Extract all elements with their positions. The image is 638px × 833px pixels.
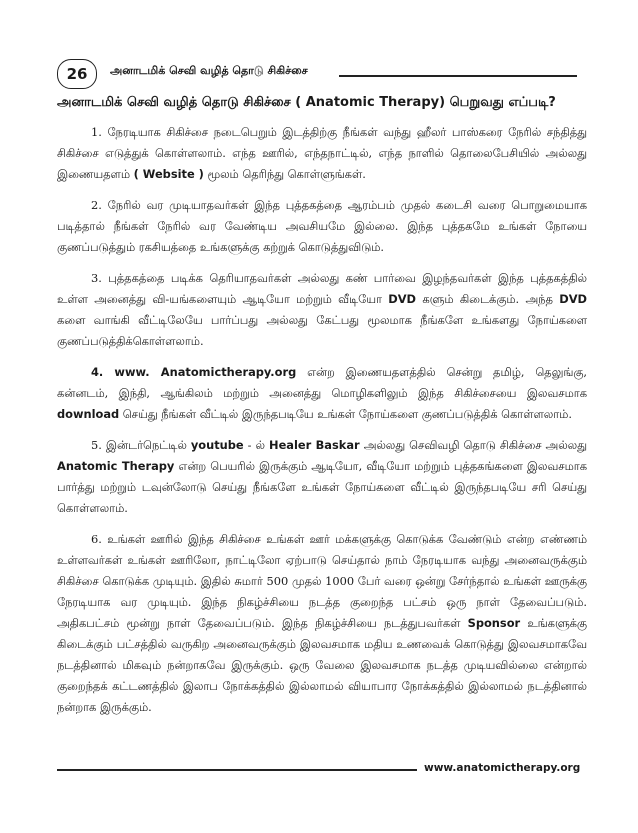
bold-term: download [57,407,120,421]
text-run: உங்களுக்கு கிடைக்கும் பட்சத்தில் வருகிற அனைவருக்கும் இலவசமாக மதிய உணவைக் கொடுத்து இலவசமாகவே நடத்தினால் மிகவும் நன்றாகவே இருக்கும். ஒரு வேலை இலவசமாக நடத்த முடியவில்லை என்றால் குறைந்தக் கட்டணத்தில் இலாப நோக்கத்தில் இல்லாமல் வியாபார நோக்கத்தில் இல்லாமல் நடத்தினால் நன்றாக இருக்கும். [57,616,587,714]
bold-term: Sponsor [467,616,521,630]
body-text [57,122,587,728]
text-run: என்ற இணையதளத்தில் சென்று தமிழ், தெலுங்கு, கன்னடம், இந்தி, ஆங்கிலம் மற்றும் அனைத்து மொழிகளிலும் இந்த சிகிச்சையை இலவசமாக [57,365,587,400]
bold-term: Healer Baskar [269,438,360,452]
text-run: 5. இன்டர்நெட்டில் [91,438,191,452]
paragraph-5 [57,435,587,519]
bold-term: youtube [190,438,244,452]
bold-term: ( Website ) [133,167,204,181]
bold-term: DVD [559,292,587,306]
paragraph-4 [57,362,587,425]
paragraph-3 [57,268,587,352]
text-run: அல்லது செவிவழி தொடு சிகிச்சை அல்லது [359,438,588,452]
footer-rule [57,769,417,771]
paragraph-1 [57,122,587,185]
bold-term: 4. www. Anatomictherapy.org [91,365,297,379]
text-run: 6. உங்கள் ஊரில் இந்த சிகிச்சை உங்கள் ஊர் மக்களுக்கு கொடுக்க வேண்டும் என்ற எண்ணம் உள்ளவர்கள் உங்கள் ஊரிலோ, நாட்டிலோ ஏற்பாடு செய்தால் நாம் நேரடியாக வந்து அனைவருக்கும் சிகிச்சை கொடுக்க முடியும். இதில் சுமார் 500 முதல் 1000 பேர் வரை ஒன்று சேர்ந்தால் உங்கள் ஊருக்கு நேரடியாக வர முடியும். இந்த நிகழ்ச்சியை நடத்த குறைந்த பட்சம் ஒரு நாள் தேவைப்படும். அதிகபட்சம் மூன்று நாள் தேவைப்படும். இந்த நிகழ்ச்சியை நடத்துபவர்கள் [57,532,587,630]
text-run: மூலம் தெரிந்து கொள்ளுங்கள். [203,167,366,181]
page-header [57,59,577,89]
paragraph-6 [57,529,587,718]
section-title: அனாடமிக் செவி வழித் தொடு சிகிச்சை ( Anatomic Therapy) பெறுவது எப்படி? [57,95,556,110]
paragraph-2 [57,195,587,258]
running-title: அனாடமிக் செவி வழித் தொடு சிகிச்சை [110,64,308,77]
text-run: 1. நேரடியாக சிகிச்சை நடைபெறும் இடத்திற்கு நீங்கள் வந்து ஹீலர் பாஸ்கரை நேரில் சந்தித்து சிகிச்சை எடுத்துக் கொள்ளலாம். எந்த ஊரில், எந்தநாட்டில், எந்த நாளில் தொலைபேசியில் அல்லது இணையதளம் [57,125,587,181]
text-run: 3. புத்தகத்தை படிக்க தெரியாதவர்கள் அல்லது கண் பார்வை இழந்தவர்கள் இந்த புத்தகத்தில் உள்ள அனைத்து வி-யங்களையும் ஆடியோ மற்றும் வீடியோ [57,271,587,306]
bold-term: DVD [388,292,416,306]
text-run: களும் கிடைக்கும். அந்த [416,292,560,306]
footer-website: www.anatomictherapy.org [424,762,581,774]
page-number: 26 [57,59,97,89]
bold-term: Anatomic Therapy [57,459,175,473]
text-run: செய்து நீங்கள் வீட்டில் இருந்தபடியே உங்கள் நோய்களை குணப்படுத்திக் கொள்ளலாம். [119,407,572,421]
text-run: 2. நேரில் வர முடியாதவர்கள் இந்த புத்தகத்தை ஆரம்பம் முதல் கடைசி வரை பொறுமையாக படித்தால் நீங்கள் நேரில் வர வேண்டிய அவசியமே இல்லை. இந்த புத்தகமே உங்கள் நோயை குணப்படுத்தும் ரகசியத்தை உங்களுக்கு கற்றுக் கொடுத்துவிடும். [57,198,587,254]
text-run: களை வாங்கி வீட்டிலேயே பார்ப்பது அல்லது கேட்பது மூலமாக நீங்களே உங்களது நோய்களை குணப்படுத்திக்கொள்ளலாம். [57,313,587,348]
text-run: - ல் [243,438,270,452]
header-rule [339,75,577,77]
text-run: என்ற பெயரில் இருக்கும் ஆடியோ, வீடியோ மற்றும் புத்தகங்களை இலவசமாக பார்த்து மற்றும் டவுன்லோடு செய்து நீங்களே உங்கள் நோய்களை வீட்டில் இருந்தபடியே சரி செய்து கொள்ளலாம். [57,459,587,515]
